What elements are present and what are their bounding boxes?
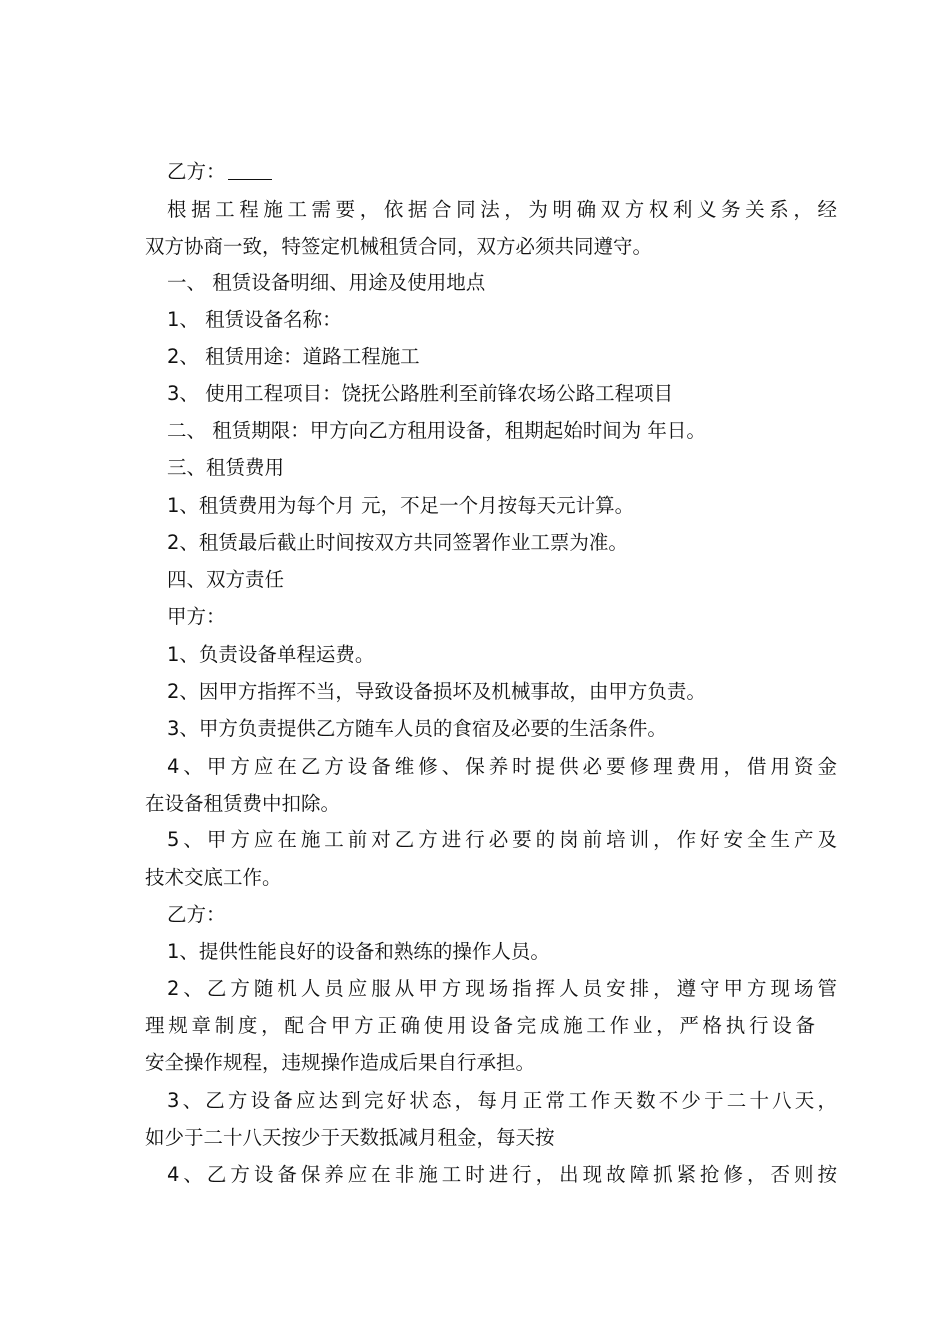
clause-line: 1、负责设备单程运费。 — [167, 643, 375, 666]
clause-line: 2、乙方随机人员应服从甲方现场指挥人员安排，遵守甲方现场管 — [167, 977, 837, 1000]
clause-line: 如少于二十八天按少于天数抵减月租金，每天按 — [145, 1126, 555, 1149]
section-heading: 四、双方责任 — [167, 568, 285, 591]
clause-line: 1、 租赁设备名称： — [167, 308, 342, 331]
clause-line: 2、租赁最后截止时间按双方共同签署作业工票为准。 — [167, 531, 628, 554]
clause-line: 安全操作规程，违规操作造成后果自行承担。 — [145, 1051, 536, 1074]
section-heading: 二、 租赁期限：甲方向乙方租用设备，租期起始时间为 年日。 — [167, 419, 706, 442]
clause-line: 1、租赁费用为每个月 元，不足一个月按每天元计算。 — [167, 494, 635, 517]
clause-line: 2、 租赁用途：道路工程施工 — [167, 345, 420, 368]
clause-line: 2、因甲方指挥不当，导致设备损坏及机械事故，由甲方负责。 — [167, 680, 706, 703]
party-b-blank — [228, 159, 272, 180]
section-heading: 一、 租赁设备明细、用途及使用地点 — [167, 271, 486, 294]
clause-line: 3、甲方负责提供乙方随车人员的食宿及必要的生活条件。 — [167, 717, 667, 740]
clause-line: 理规章制度，配合甲方正确使用设备完成施工作业，严格执行设备 — [145, 1014, 815, 1037]
section-heading: 三、租赁费用 — [167, 456, 285, 479]
party-b-label: 乙方： — [167, 160, 226, 183]
party-b-line — [145, 154, 837, 190]
clause-line: 1、提供性能良好的设备和熟练的操作人员。 — [167, 940, 550, 963]
clause-line: 3、 使用工程项目：饶抚公路胜利至前锋农场公路工程项目 — [167, 382, 674, 405]
paragraph-line: 根据工程施工需要，依据合同法，为明确双方权利义务关系，经 — [167, 198, 837, 221]
party-b-label: 乙方： — [167, 903, 226, 926]
clause-line: 技术交底工作。 — [145, 866, 282, 889]
clause-line: 4、乙方设备保养应在非施工时进行，出现故障抓紧抢修，否则按 — [167, 1163, 837, 1186]
clause-line: 在设备租赁费中扣除。 — [145, 792, 341, 815]
paragraph-line: 双方协商一致，特签定机械租赁合同，双方必须共同遵守。 — [145, 235, 653, 258]
clause-line: 4、甲方应在乙方设备维修、保养时提供必要修理费用，借用资金 — [167, 755, 837, 778]
clause-line: 3、乙方设备应达到完好状态，每月正常工作天数不少于二十八天， — [167, 1089, 837, 1112]
clause-line: 5、甲方应在施工前对乙方进行必要的岗前培训，作好安全生产及 — [167, 828, 837, 851]
party-a-label: 甲方： — [167, 605, 226, 628]
